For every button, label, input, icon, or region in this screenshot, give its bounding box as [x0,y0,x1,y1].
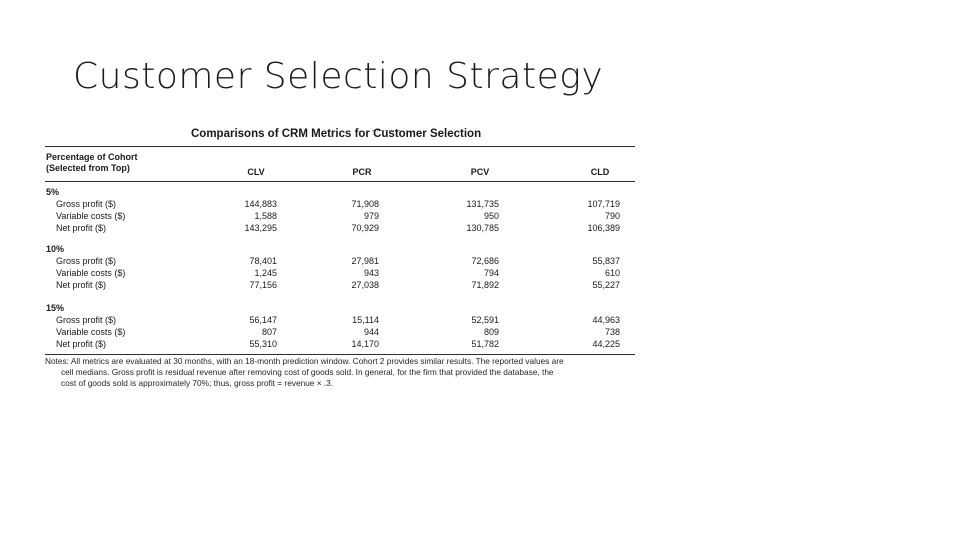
slide-title: Customer Selection Strategy [73,56,604,97]
row-label: Gross profit ($) [56,256,117,266]
table-cell: 44,963 [592,315,620,325]
table-cell: 130,785 [466,223,499,233]
row-label: Gross profit ($) [56,315,117,325]
table-header-rule [45,181,635,182]
row-header [46,152,206,174]
notes-line-3: cost of goods sold is approximately 70%; thus, gross profit = revenue × .3. [61,378,334,388]
table-cell: 144,883 [244,199,277,209]
table-cell: 14,170 [351,339,379,349]
table-cell: 55,227 [592,280,620,290]
table-cell: 44,225 [592,339,620,349]
table-cell: 51,782 [471,339,499,349]
table-cell: 807 [261,327,277,337]
group-label-10: 10% [46,244,65,254]
table-cell: 106,389 [587,223,620,233]
table-cell: 78,401 [249,256,277,266]
scanned-table-figure [40,126,636,392]
row-label: Net profit ($) [56,339,107,349]
table-cell: 52,591 [471,315,499,325]
table-cell: 27,981 [351,256,379,266]
notes-line-1: Notes: All metrics are evaluated at 30 months, with an 18-month prediction window. Cohort 2 provides similar results. The reported values are [45,356,564,366]
table-bottom-rule [45,354,635,355]
table-cell: 71,908 [351,199,379,209]
table-cell: 72,686 [471,256,499,266]
table-cell: 1,245 [254,268,277,278]
row-label: Variable costs ($) [56,211,126,221]
table-top-rule [45,146,635,147]
group-label-5: 5% [46,187,60,197]
table-cell: 794 [483,268,499,278]
table-cell: 15,114 [352,315,379,325]
table-title: Comparisons of CRM Metrics for Customer Selection [191,128,482,140]
table-cell: 143,295 [244,223,277,233]
row-label: Gross profit ($) [56,199,117,209]
column-header-cld: CLD [590,167,610,177]
table-cell: 950 [483,211,499,221]
row-header-line1: Percentage of Cohort [46,152,138,162]
table-cell: 944 [363,327,379,337]
group-label-15: 15% [46,303,65,313]
table-notes [45,356,637,389]
column-header-pcv: PCV [470,167,490,177]
table-cell: 790 [604,211,620,221]
table-cell: 809 [483,327,499,337]
table-cell: 943 [363,268,379,278]
row-label: Net profit ($) [56,223,107,233]
table-cell: 979 [363,211,379,221]
row-label: Net profit ($) [56,280,107,290]
row-header-line2: (Selected from Top) [46,163,130,173]
table-cell: 56,147 [249,315,277,325]
table-cell: 107,719 [587,199,620,209]
table-cell: 77,156 [249,280,277,290]
notes-line-2: cell medians. Gross profit is residual revenue after removing cost of goods sold. In general, for the firm that provided the database, the [61,367,554,377]
row-label: Variable costs ($) [56,268,126,278]
table-cell: 131,735 [466,199,499,209]
table-cell: 610 [604,268,620,278]
row-label: Variable costs ($) [56,327,126,337]
column-header-pcr: PCR [352,167,372,177]
table-cell: 55,837 [592,256,620,266]
column-header-clv: CLV [247,167,265,177]
table-cell: 55,310 [249,339,277,349]
table-cell: 70,929 [351,223,379,233]
table-cell: 71,892 [471,280,499,290]
table-cell: 1,588 [254,211,277,221]
table-cell: 738 [604,327,620,337]
table-cell: 27,038 [351,280,379,290]
